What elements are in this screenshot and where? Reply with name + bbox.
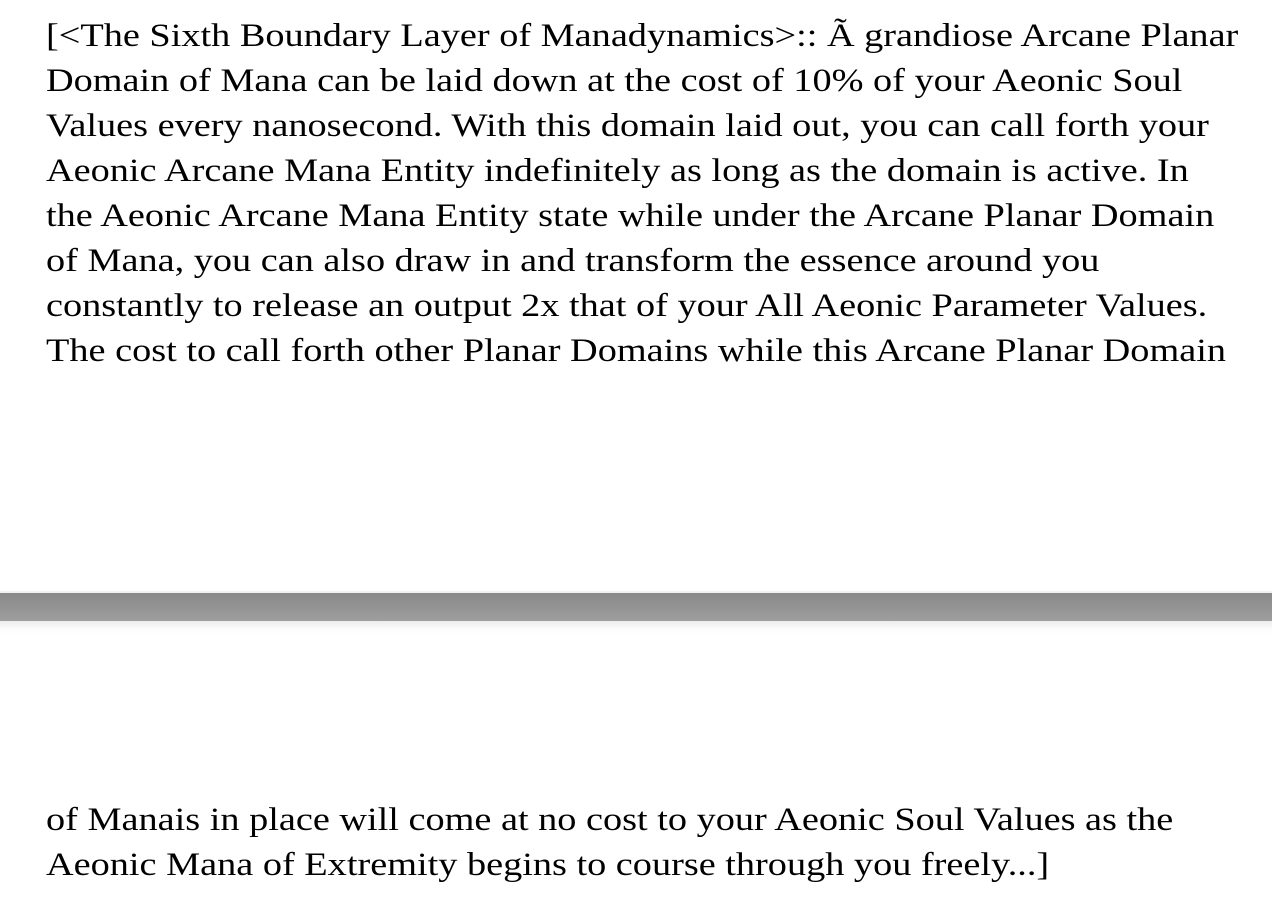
text-line: Domain of Mana can be laid down at the cost of 10% of your Aeonic Soul (46, 63, 1183, 99)
top-margin (0, 0, 1272, 14)
text-line: The cost to call forth other Planar Domains while this Arcane Planar Domain (46, 333, 1226, 369)
divider-bar (0, 591, 1272, 621)
status-window-text-bottom (0, 798, 1272, 888)
text-line: of Mana, you can also draw in and transform the essence around you (46, 243, 1100, 279)
text-line: constantly to release an output 2x that of your All Aeonic Parameter Values. (46, 288, 1208, 324)
text-line: [<The Sixth Boundary Layer of Manadynamics>:: Ã grandiose Arcane Planar (46, 18, 1239, 54)
status-window-text-top (0, 14, 1272, 374)
whitespace-above-divider (0, 374, 1272, 591)
text-line: Aeonic Arcane Mana Entity indefinitely as long as the domain is active. In (46, 153, 1189, 189)
text-line: of Manais in place will come at no cost to your Aeonic Soul Values as the (46, 802, 1174, 838)
paragraph-top (46, 14, 1272, 374)
text-line: Aeonic Mana of Extremity begins to course through you freely...] (46, 847, 1050, 883)
text-line: the Aeonic Arcane Mana Entity state while under the Arcane Planar Domain (46, 198, 1215, 234)
paragraph-bottom (46, 798, 1272, 888)
whitespace-below-divider (0, 635, 1272, 798)
text-line: Values every nanosecond. With this domain laid out, you can call forth your (46, 108, 1209, 144)
divider-shadow (0, 621, 1272, 635)
